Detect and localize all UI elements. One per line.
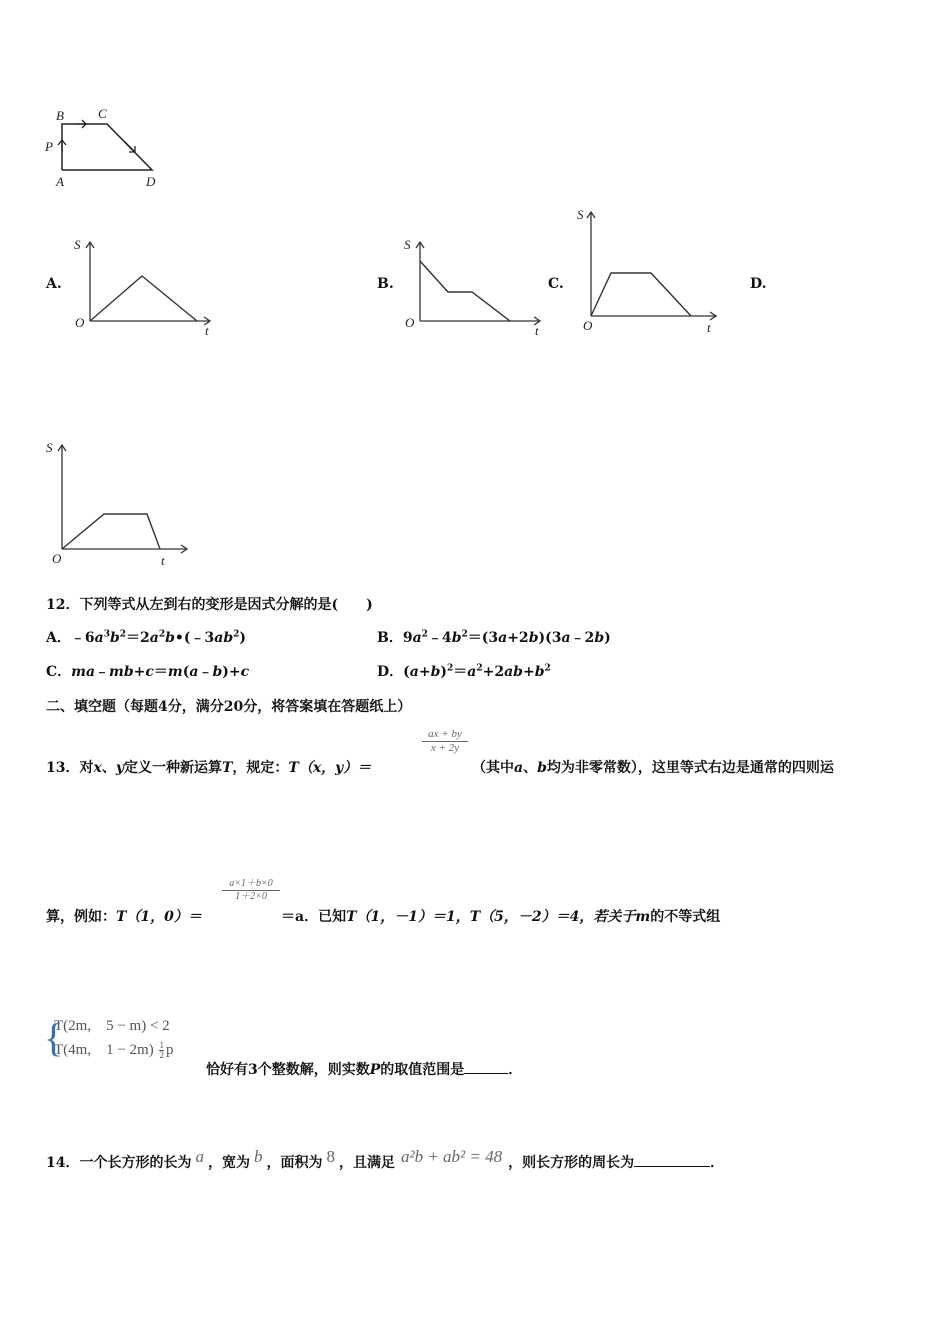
t10: T（1，0）＝: [116, 909, 202, 925]
half-fraction: [159, 1041, 164, 1060]
text: （其中: [472, 760, 514, 776]
origin-label: O: [52, 551, 62, 566]
inequality-system: [44, 1014, 173, 1062]
q14-line: [46, 1147, 725, 1172]
q13-line2-end: [281, 908, 720, 926]
axis-s-label: S: [404, 237, 411, 252]
q13-line3: [206, 1059, 522, 1079]
origin-label: O: [583, 318, 593, 333]
text: ，面积为: [266, 1155, 323, 1171]
text: ．: [508, 1062, 523, 1078]
text: ＝a．已知: [281, 909, 347, 925]
q13-frac2: [222, 878, 280, 903]
axis-s-label: S: [74, 237, 81, 252]
half-den: 2: [159, 1050, 164, 1061]
q12-stem: 12．下列等式从左到右的变形是因式分解的是( ): [46, 597, 373, 613]
half-num: 1: [159, 1040, 164, 1051]
option-b-label: B.: [377, 276, 394, 292]
origin-label: O: [405, 315, 415, 330]
var-b: b: [253, 1147, 263, 1166]
text: 均为非零常数），这里等式右边是通常的四则运: [546, 760, 834, 776]
text: ，则长方形的周长为: [508, 1155, 635, 1171]
var-x: x: [93, 760, 102, 776]
answer-blank[interactable]: [464, 1059, 508, 1074]
option-c-label: C.: [548, 276, 564, 292]
var-p: P: [369, 1062, 381, 1078]
q12-option-d: D．$(a+b)^2=a^2+2ab+b^2$: [377, 663, 551, 680]
text: 的取值范围是: [380, 1062, 465, 1078]
q12-option-b: B．$9a^2﹣4b^2=(3a+2b)(3a﹣2b)$: [377, 629, 611, 646]
var-b: b: [537, 760, 547, 776]
text: 的不等式组: [650, 909, 721, 925]
txy: T（x，y）＝: [288, 760, 372, 776]
axis-t-label: t: [205, 323, 209, 338]
graph-a: [70, 234, 220, 339]
equation: a²b + ab² = 48: [400, 1147, 503, 1166]
graph-b: [400, 234, 550, 339]
var-t: T: [221, 760, 233, 776]
text: 算，例如：: [46, 909, 116, 925]
var-m: m: [635, 909, 651, 925]
left-brace: {: [44, 1015, 64, 1060]
option-a-label: A.: [46, 276, 62, 292]
frac2-numerator: a×1＋b×0: [229, 878, 273, 889]
var-y: y: [115, 760, 124, 776]
frac1-numerator: ax + by: [428, 728, 462, 740]
system-line-2: [54, 1038, 173, 1062]
system-line-2-text: T(4m, 1 − 2m): [54, 1042, 154, 1058]
label-p: P: [45, 139, 53, 154]
axis-t-label: t: [161, 553, 165, 568]
var-a: a: [514, 760, 524, 776]
text: ，宽为: [207, 1155, 250, 1171]
area-value: 8: [326, 1147, 335, 1166]
system-line-1: T(2m, 5 − m) < 2: [54, 1018, 170, 1034]
text: ．: [710, 1155, 725, 1171]
var-a: a: [195, 1147, 204, 1166]
graph-c: [571, 204, 731, 339]
t1-1: T（1，－1）＝1，: [346, 909, 470, 925]
text: 定义一种新运算: [123, 760, 222, 776]
label-a: A: [56, 174, 64, 189]
q12-b-label: B．: [377, 630, 403, 646]
q13-frac1: [422, 728, 468, 755]
axis-t-label: t: [535, 323, 539, 338]
axis-s-label: S: [577, 207, 584, 222]
origin-label: O: [75, 315, 85, 330]
text: 恰好有3个整数解，则实数: [206, 1062, 370, 1078]
q12-option-c: C．ma﹣mb+c＝m(a﹣b)+c: [46, 664, 250, 680]
frac1-denominator: x + 2y: [422, 741, 468, 755]
p: p: [165, 1042, 174, 1058]
axis-s-label: S: [46, 440, 53, 455]
t5-2: T（5，－2）＝4，若关于: [469, 909, 636, 925]
label-d: D: [146, 174, 156, 189]
q12-c-label: C．: [46, 664, 72, 680]
sep: 、: [101, 760, 116, 776]
label-c: C: [98, 106, 107, 121]
axis-t-label: t: [707, 320, 711, 335]
q13-line1-tail: [472, 759, 834, 777]
q13-num: 13．对: [46, 760, 94, 776]
frac2-denominator: 1＋2×0: [222, 890, 280, 903]
graph-d: [42, 437, 202, 572]
answer-blank[interactable]: [634, 1152, 710, 1167]
text: ，且满足: [338, 1155, 395, 1171]
sep: 、: [523, 760, 538, 776]
q12-d-label: D．: [377, 664, 404, 680]
option-d-label: D.: [750, 276, 767, 292]
q13-line2-start: [46, 908, 202, 926]
q12-option-a: A．$﹣6a^3b^2=2a^2b•(﹣3ab^2)$: [46, 629, 247, 646]
label-b: B: [56, 108, 64, 123]
q14-num: 14．一个长方形的长为: [46, 1155, 192, 1171]
trapezoid-figure: [40, 100, 180, 195]
section-2-heading: 二、填空题（每题4分，满分20分，将答案填在答题纸上）: [46, 699, 412, 715]
q13-line1: [46, 759, 371, 777]
q12-a-label: A．: [46, 630, 71, 646]
text: ，规定：: [232, 760, 289, 776]
